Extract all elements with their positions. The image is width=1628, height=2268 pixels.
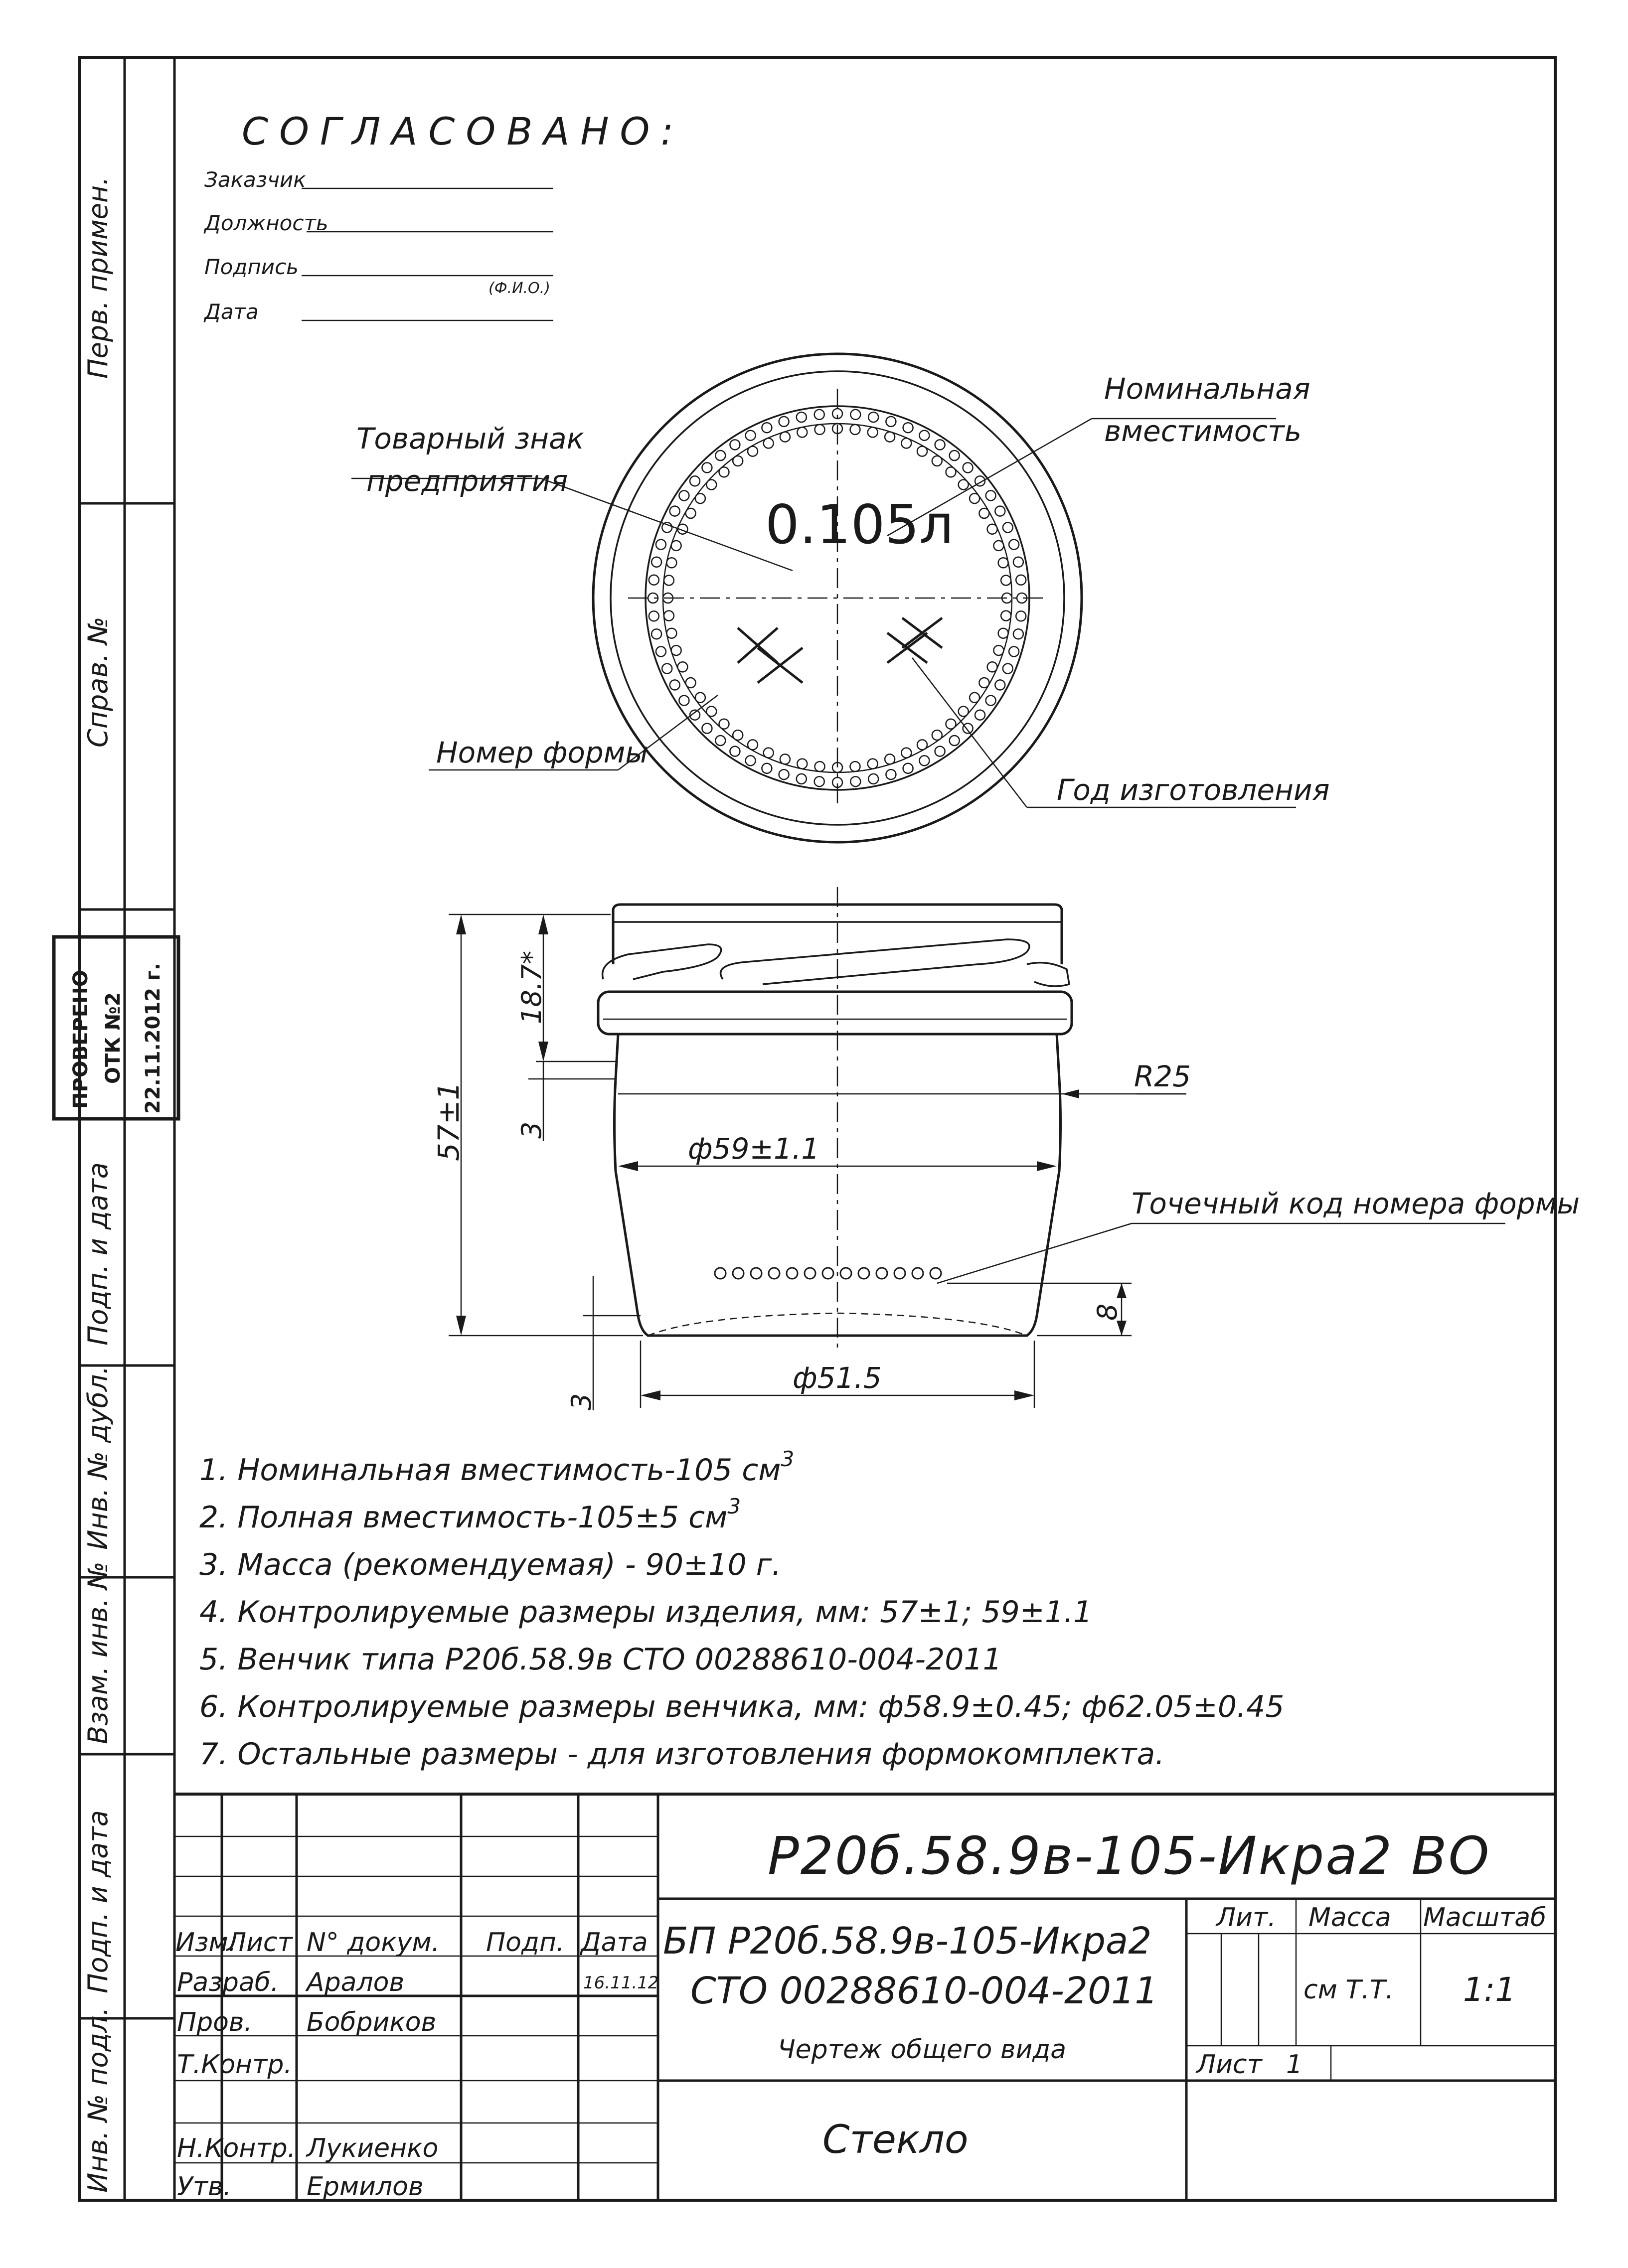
- embossed-dot: [686, 678, 696, 688]
- embossed-dot: [979, 508, 989, 518]
- embossed-dot: [1009, 540, 1019, 550]
- dim-eight: 8: [1092, 1303, 1123, 1321]
- capacity-marking: 0.105л: [765, 494, 954, 556]
- embossed-dot: [686, 508, 696, 518]
- side-label-replace-inv: Взам. инв. №: [82, 1561, 114, 1744]
- embossed-dot: [748, 447, 758, 456]
- embossed-dot: [868, 774, 878, 784]
- note-4: 4. Контролируемые размеры изделия, мм: 57±1; 59±1.1: [199, 1595, 1093, 1630]
- embossed-dot: [664, 611, 674, 621]
- approval-block: [203, 109, 684, 324]
- embossed-dot: [868, 412, 878, 422]
- embossed-dot: [677, 662, 687, 672]
- dim-bottom-diameter: ф51.5: [793, 1361, 882, 1395]
- dot-code-dot: [894, 1268, 905, 1279]
- embossed-dot: [935, 440, 945, 450]
- embossed-dot: [1013, 629, 1023, 639]
- note-7: 7. Остальные размеры - для изготовления формокомплекта.: [199, 1737, 1165, 1772]
- embossed-dot: [970, 493, 979, 503]
- embossed-dot: [903, 423, 913, 433]
- embossed-dot: [987, 524, 997, 534]
- embossed-dot: [886, 417, 896, 427]
- approval-customer-label: Заказчик: [204, 167, 306, 192]
- product-line-1: БП Р20б.58.9в-105-Икра2: [663, 1920, 1152, 1963]
- scale-label: Масштаб: [1423, 1903, 1547, 1933]
- side-view: [432, 887, 1580, 1410]
- embossed-dot: [1016, 575, 1026, 585]
- embossed-dot: [780, 432, 790, 442]
- embossed-dot: [959, 480, 969, 490]
- embossed-dot: [814, 776, 824, 786]
- note-5: 5. Венчик типа Р20б.58.9в СТО 00288610-004-2011: [199, 1642, 1002, 1677]
- embossed-dot: [715, 736, 725, 746]
- embossed-dot: [670, 680, 680, 690]
- embossed-dot: [950, 451, 960, 460]
- embossed-dot: [695, 693, 705, 703]
- approval-date-label: Дата: [204, 300, 259, 324]
- embossed-dot: [919, 431, 929, 441]
- embossed-dot: [780, 754, 790, 764]
- title-block: [174, 1794, 1555, 2202]
- embossed-dot: [986, 490, 996, 500]
- name-approver: Ермилов: [307, 2172, 424, 2202]
- dot-code-dot: [858, 1268, 869, 1279]
- embossed-dot: [730, 440, 740, 450]
- embossed-dot: [695, 493, 705, 503]
- embossed-dot: [706, 707, 716, 717]
- embossed-dot: [797, 774, 807, 784]
- label-capacity-line1: Номинальная: [1104, 372, 1310, 406]
- embossed-dot: [656, 540, 666, 550]
- label-trademark-line1: Товарный знак: [356, 422, 584, 455]
- embossed-dot: [932, 456, 942, 466]
- role-norm-control: Н.Контр.: [177, 2133, 296, 2163]
- approval-title: СОГЛАСОВАНО:: [242, 109, 684, 153]
- embossed-dot: [815, 425, 825, 435]
- embossed-dot: [764, 438, 774, 448]
- embossed-dot: [706, 480, 716, 490]
- embossed-dot: [779, 769, 789, 779]
- embossed-dot: [679, 696, 689, 706]
- side-label-ref-no: Справ. №: [82, 616, 114, 748]
- embossed-dot: [1009, 646, 1019, 656]
- dim-radius: R25: [1134, 1059, 1191, 1093]
- embossed-dot: [762, 763, 772, 773]
- lit-label: Лит.: [1216, 1903, 1276, 1933]
- drawing-code: Р20б.58.9в-105-Икра2 ВО: [768, 1825, 1491, 1886]
- side-label-sign-date-1: Подп. и дата: [82, 1162, 114, 1346]
- embossed-dot: [1016, 611, 1026, 621]
- embossed-dot: [762, 423, 772, 433]
- embossed-dot: [868, 427, 878, 437]
- dim-three-lower: 3: [566, 1393, 597, 1410]
- dot-code-dot: [822, 1268, 833, 1279]
- embossed-dot: [995, 506, 1005, 516]
- material: Стекло: [822, 2117, 969, 2162]
- role-tech-control: Т.Контр.: [177, 2050, 292, 2080]
- embossed-dot: [919, 756, 929, 765]
- embossed-dot: [797, 412, 807, 422]
- role-developer: Разраб.: [177, 1967, 279, 1997]
- dim-body-diameter: ф59±1.1: [688, 1132, 820, 1166]
- sheet-label: Лист: [1196, 2050, 1262, 2080]
- embossed-dot: [959, 707, 969, 717]
- embossed-dot: [651, 557, 661, 567]
- embossed-dot: [975, 710, 985, 720]
- stamp-line-1: ПРОВЕРЕНО: [69, 970, 92, 1109]
- embossed-dot: [885, 754, 895, 764]
- mass-label: Масса: [1308, 1903, 1391, 1933]
- dot-code-dot: [805, 1268, 815, 1279]
- embossed-dot: [679, 490, 689, 500]
- embossed-dot: [779, 417, 789, 427]
- embossed-dot: [797, 759, 807, 769]
- note-1: 1. Номинальная вместимость-105 $см^3$: [199, 1447, 795, 1488]
- technical-notes: [199, 1447, 1284, 1772]
- embossed-dot: [946, 719, 956, 729]
- dot-code-dot: [733, 1268, 744, 1279]
- embossed-dot: [850, 425, 860, 435]
- dot-code-dot: [840, 1268, 851, 1279]
- embossed-dot: [901, 438, 911, 448]
- embossed-dot: [662, 664, 672, 674]
- embossed-dot: [748, 740, 758, 750]
- embossed-dot: [917, 740, 927, 750]
- label-trademark-line2: предприятия: [366, 464, 568, 498]
- doc-type: Чертеж общего вида: [778, 2035, 1067, 2065]
- embossed-dot: [649, 611, 659, 621]
- embossed-dot: [995, 680, 1005, 690]
- label-year: Год изготовления: [1057, 773, 1330, 807]
- col-doc: N° докум.: [307, 1928, 440, 1958]
- dot-code-dot: [751, 1268, 762, 1279]
- note-6: 6. Контролируемые размеры венчика, мм: ф58.9±0.45; ф62.05±0.45: [199, 1689, 1285, 1724]
- sheet-value: 1: [1286, 2050, 1303, 2080]
- embossed-dot: [970, 693, 979, 703]
- label-capacity-line2: вместимость: [1104, 414, 1302, 448]
- label-mould-number: Номер формы: [436, 736, 649, 769]
- embossed-dot: [702, 462, 712, 472]
- embossed-dot: [719, 467, 729, 477]
- embossed-dot: [885, 432, 895, 442]
- dot-code-dot: [912, 1268, 923, 1279]
- side-label-dup-inv: Инв. № дубл.: [82, 1365, 114, 1550]
- embossed-dot: [850, 761, 860, 771]
- name-norm-control: Лукиенко: [307, 2133, 439, 2163]
- dot-code-dot: [876, 1268, 887, 1279]
- note-3: 3. Масса (рекомендуемая) - 90±10 г.: [199, 1547, 782, 1582]
- approval-name-hint: (Ф.И.О.): [488, 280, 550, 297]
- year-marks: [887, 618, 942, 663]
- approval-signature-label: Подпись: [204, 255, 299, 279]
- embossed-dot: [979, 678, 989, 688]
- embossed-dot: [670, 506, 680, 516]
- dot-code-dot: [787, 1268, 798, 1279]
- col-list: Лист: [227, 1928, 293, 1958]
- dot-code-dot: [715, 1268, 726, 1279]
- embossed-dot: [850, 776, 860, 786]
- side-label-orig-inv: Инв. № подл.: [82, 2007, 114, 2193]
- embossed-dot: [797, 427, 807, 437]
- embossed-dot: [886, 769, 896, 779]
- embossed-dot: [903, 763, 913, 773]
- embossed-dot: [932, 730, 942, 740]
- embossed-dot: [719, 719, 729, 729]
- scale-value: 1:1: [1463, 1970, 1516, 2009]
- col-izm: Изм.: [175, 1928, 237, 1958]
- role-approver: Утв.: [177, 2172, 232, 2202]
- embossed-dot: [993, 541, 1003, 551]
- mass-value: см Т.Т.: [1303, 1975, 1394, 2005]
- note-2: 2. Полная вместимость-105±5 $см^3$: [199, 1494, 741, 1535]
- embossed-dot: [950, 736, 960, 746]
- embossed-dot: [998, 558, 1008, 568]
- embossed-dot: [666, 558, 676, 568]
- embossed-dot: [868, 759, 878, 769]
- embossed-dot: [935, 747, 945, 756]
- name-developer: Аралов: [307, 1967, 405, 1997]
- embossed-dot: [1003, 522, 1013, 532]
- embossed-dot: [702, 724, 712, 734]
- embossed-dot: [671, 645, 681, 655]
- embossed-dot: [649, 575, 659, 585]
- embossed-dot: [946, 467, 956, 477]
- top-view: [351, 354, 1330, 842]
- embossed-dot: [666, 628, 676, 638]
- embossed-dot: [690, 476, 700, 486]
- embossed-dot: [651, 629, 661, 639]
- embossed-dot: [656, 646, 666, 656]
- col-date: Дата: [581, 1928, 648, 1958]
- embossed-dot: [733, 730, 743, 740]
- dim-three-upper: 3: [516, 1121, 547, 1139]
- dim-overall-height: 57±1: [432, 1081, 466, 1161]
- dot-code-row: [715, 1268, 941, 1279]
- embossed-dot: [986, 696, 996, 706]
- embossed-dot: [963, 462, 973, 472]
- side-label-first-use: Перв. примен.: [82, 176, 114, 379]
- embossed-dot: [901, 748, 911, 758]
- embossed-dot: [850, 410, 860, 420]
- embossed-dot: [671, 541, 681, 551]
- stamp-line-3: 22.11.2012 г.: [142, 962, 164, 1114]
- embossed-dot: [815, 761, 825, 771]
- embossed-dot: [746, 756, 756, 765]
- embossed-dot: [664, 576, 674, 586]
- otk-stamp: [54, 937, 178, 1119]
- label-dot-code: Точечный код номера формы: [1132, 1187, 1580, 1220]
- col-sign: Подп.: [486, 1928, 565, 1958]
- embossed-dot: [814, 410, 824, 420]
- name-checker: Бобриков: [307, 2007, 437, 2037]
- stamp-line-2: ОТК №2: [102, 992, 125, 1084]
- embossed-dot: [733, 456, 743, 466]
- side-label-sign-date-2: Подп. и дата: [82, 1810, 114, 1993]
- approval-position-label: Должность: [204, 211, 328, 235]
- embossed-dot: [1001, 611, 1011, 621]
- dim-neck-height: 18.7*: [516, 950, 547, 1024]
- embossed-dot: [715, 451, 725, 460]
- dot-code-dot: [930, 1268, 941, 1279]
- embossed-dot: [998, 628, 1008, 638]
- role-checker: Пров.: [177, 2007, 253, 2037]
- embossed-dot: [987, 662, 997, 672]
- embossed-dot: [746, 431, 756, 441]
- mould-number-marks: [738, 628, 803, 683]
- embossed-dot: [764, 748, 774, 758]
- embossed-dot: [730, 747, 740, 756]
- embossed-dot: [917, 447, 927, 456]
- dot-code-dot: [769, 1268, 780, 1279]
- embossed-dot: [993, 645, 1003, 655]
- embossed-dot: [1003, 664, 1013, 674]
- embossed-dot: [1013, 557, 1023, 567]
- embossed-dot: [1001, 576, 1011, 586]
- date-developer: 16.11.12: [583, 1973, 659, 1993]
- product-line-2: СТО 00288610-004-2011: [690, 1969, 1158, 2012]
